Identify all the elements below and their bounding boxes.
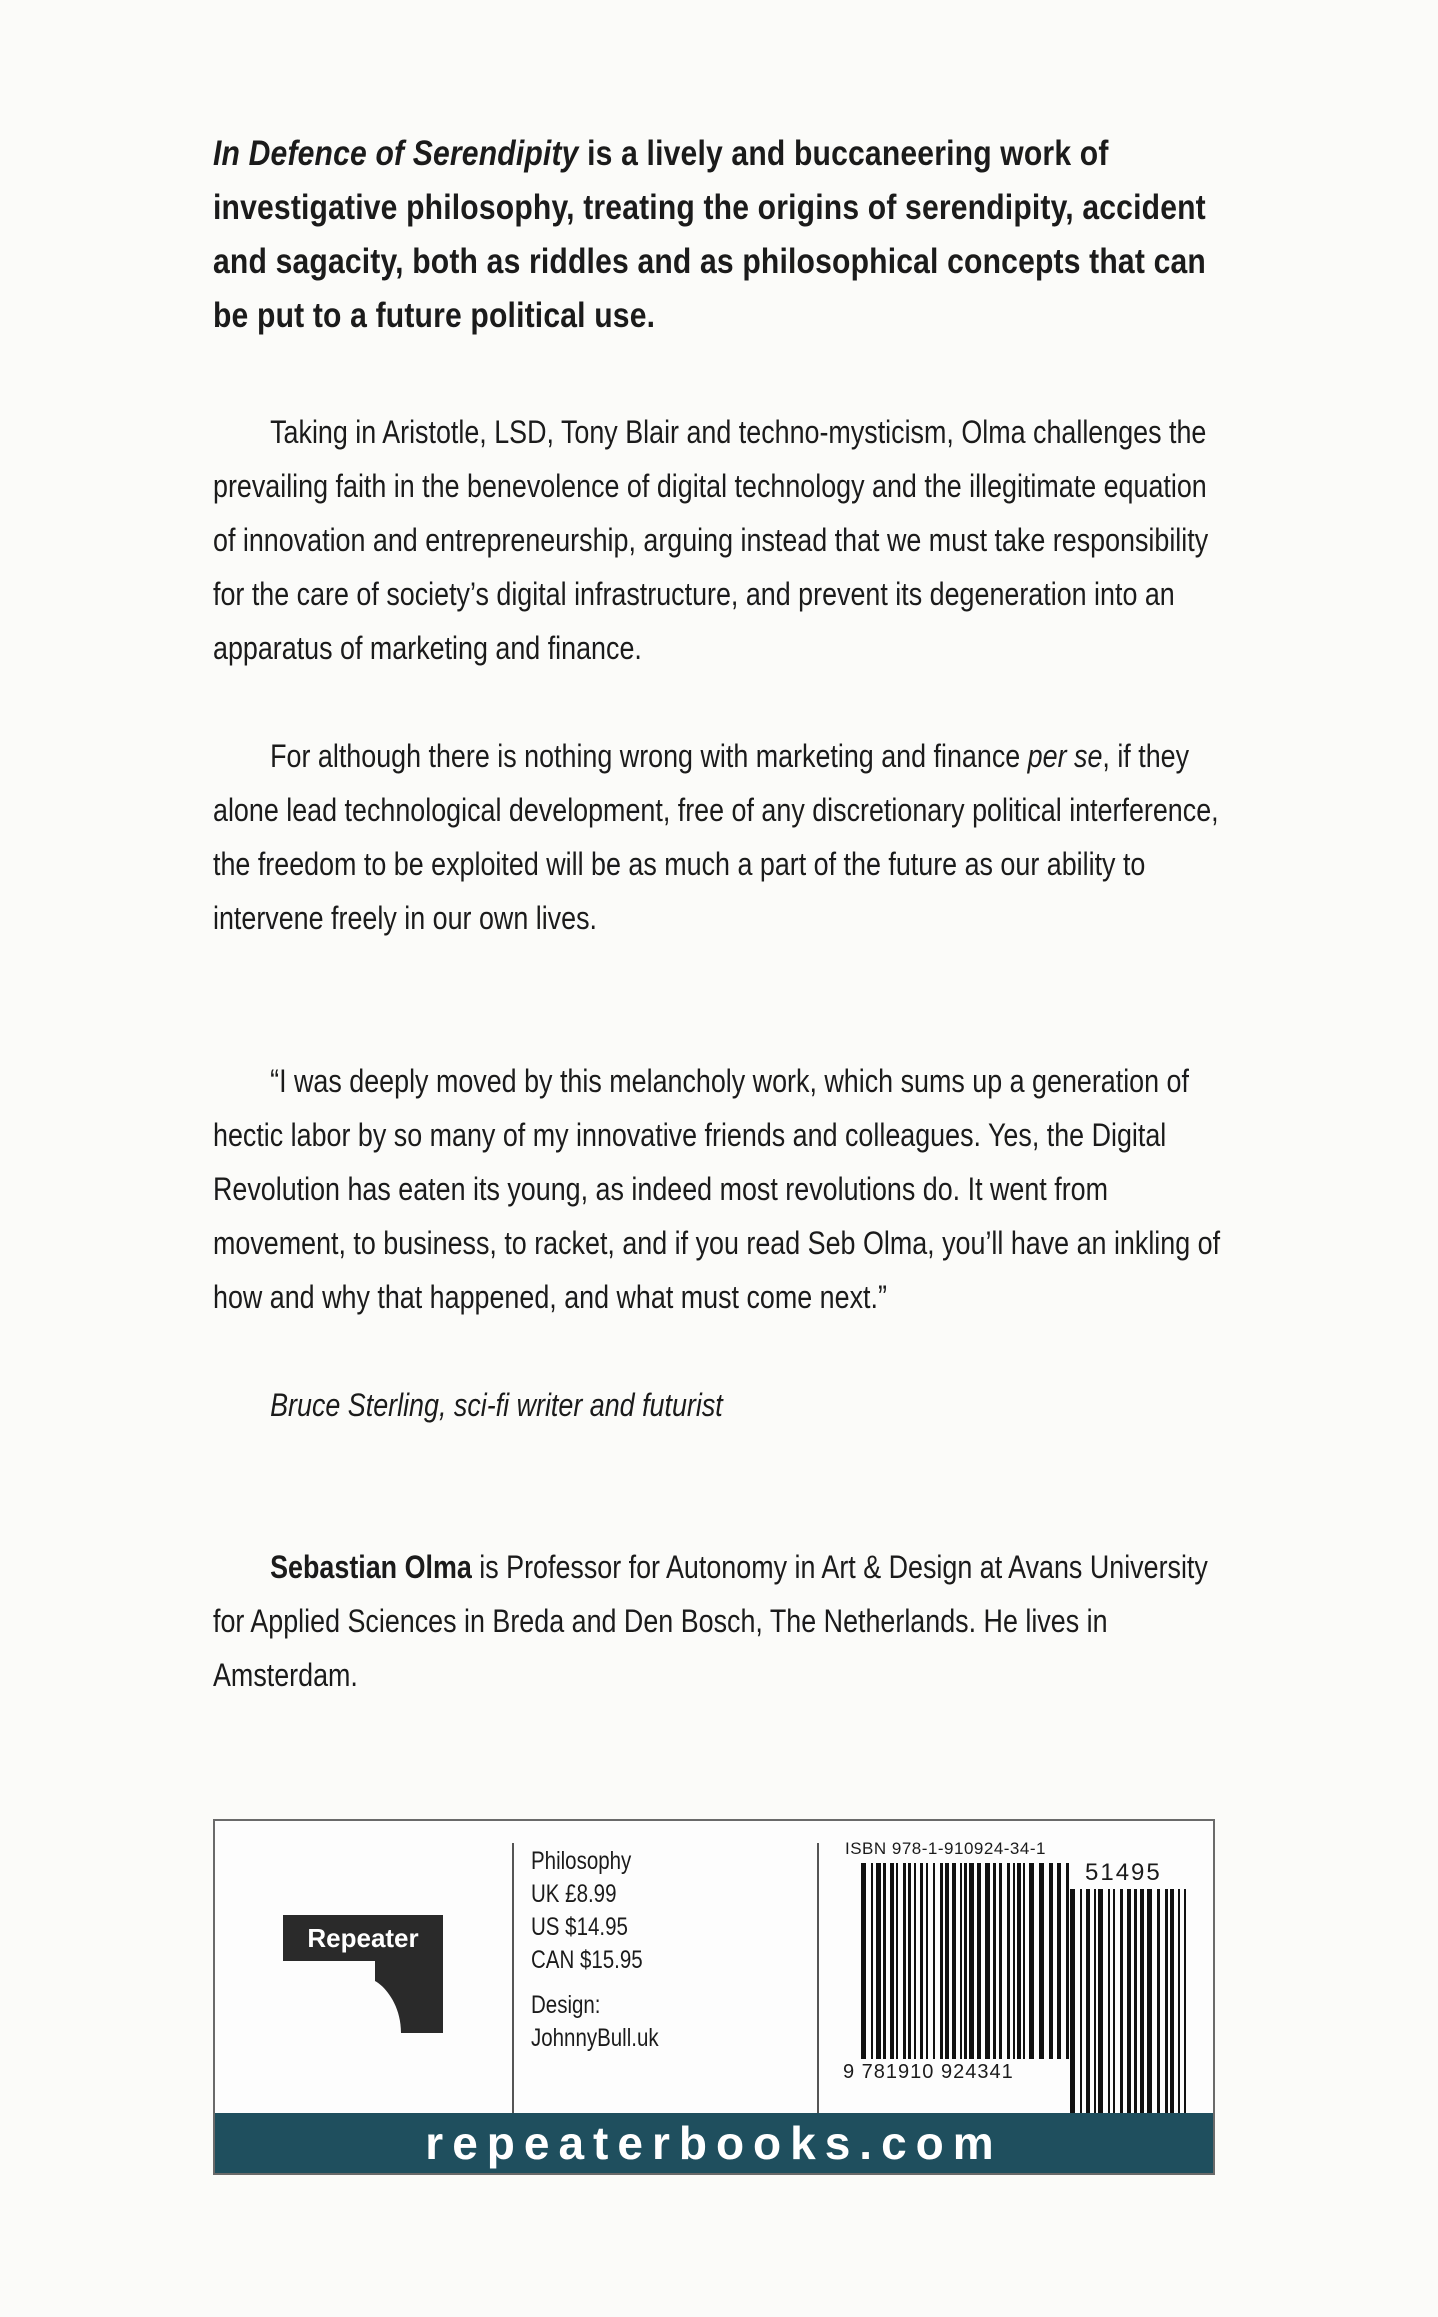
- barcode-bar: [903, 1863, 906, 2059]
- barcode: [861, 1863, 1071, 2059]
- category: Philosophy: [531, 1847, 632, 1875]
- lead-paragraph: [213, 127, 1245, 343]
- barcode-bar: [861, 1863, 866, 2059]
- barcode-bar: [1023, 1863, 1025, 2059]
- barcode-bar: [1070, 1889, 1075, 2121]
- barcode-bar: [1066, 1863, 1069, 2059]
- design-label: Design:: [531, 1991, 601, 2019]
- divider-left: [512, 1843, 514, 2113]
- price-barcode: [1070, 1889, 1186, 2121]
- barcode-bar: [1049, 1863, 1053, 2059]
- barcode-bar: [1017, 1863, 1021, 2059]
- blurb-paragraph-1: Taking in Aristotle, LSD, Tony Blair and techno-mysticism, Olma challenges the prevailing faith in the benevolence of digital technology and the illegitimate equation of innovation and entrepreneurship, arguing instead that we must take responsibility for the care of society’s digital infrastructure, and prevent its degeneration into an apparatus of marketing and finance.: [213, 414, 1209, 666]
- book-title: In Defence of Serendipity: [213, 134, 579, 173]
- logo-wordmark: Repeater: [283, 1915, 443, 1961]
- barcode-bar: [1013, 1863, 1015, 2059]
- barcode-bar: [1080, 1889, 1082, 2121]
- barcode-bar: [1094, 1889, 1096, 2121]
- price-can: CAN $15.95: [531, 1946, 643, 1974]
- divider-right: [817, 1843, 819, 2113]
- barcode-bar: [1108, 1889, 1110, 2121]
- barcode-bar: [908, 1863, 911, 2059]
- barcode-bar: [977, 1863, 981, 2059]
- blurb-paragraph-2: [213, 729, 1229, 945]
- barcode-bar: [993, 1863, 996, 2059]
- barcode-bar: [960, 1863, 962, 2059]
- quote-attribution: Bruce Sterling, sci-fi writer and futurist: [270, 1387, 723, 1423]
- price-us: US $14.95: [531, 1913, 628, 1941]
- barcode-bar: [1165, 1889, 1168, 2121]
- barcode-bar: [1007, 1863, 1010, 2059]
- barcode-bar: [985, 1863, 990, 2059]
- endorsement-quote: “I was deeply moved by this melancholy work, which sums up a generation of hectic labor by so many of my innovative friends and colleagues. Yes, the Digital Revolution has eaten its young, as indeed most revolutions do. It went from movement, to business, to racket, and if you read Seb Olma, you’ll have an inkling of how and why that happened, and what must come next.”: [213, 1063, 1221, 1315]
- author-name: Sebastian Olma: [270, 1549, 472, 1585]
- publisher-logo: [283, 1915, 447, 2035]
- barcode-bar: [926, 1863, 928, 2059]
- barcode-bar: [883, 1863, 886, 2059]
- author-bio-text: is Professor for Autonomy in Art & Design at Avans University for Applied Sciences in Breda and Den Bosch, The Netherlands. He lives in Amsterdam.: [213, 1549, 1208, 1693]
- logo-hook-icon: [283, 1955, 447, 2033]
- barcode-bar: [1039, 1863, 1044, 2059]
- barcode-bar: [940, 1863, 943, 2059]
- barcode-bar: [1134, 1889, 1137, 2121]
- isbn: ISBN 978-1-910924-34-1: [845, 1839, 1046, 1858]
- barcode-bar: [1113, 1889, 1115, 2121]
- price-info: [531, 1845, 777, 2055]
- price-code: 51495: [1085, 1859, 1162, 1886]
- lead-text: is a lively and buccaneering work of investigative philosophy, treating the origins of serendipity, accident and sagacity, both as riddles and as philosophical concepts that can be put to a future political use.: [213, 134, 1206, 335]
- barcode-bar: [876, 1863, 881, 2059]
- barcode-bar: [1184, 1889, 1186, 2121]
- barcode-bar: [1178, 1889, 1180, 2121]
- website-banner[interactable]: repeaterbooks.com: [215, 2113, 1213, 2173]
- barcode-bar: [914, 1863, 916, 2059]
- para2-start: For although there is nothing wrong with marketing and finance: [270, 738, 1028, 774]
- barcode-bar: [1147, 1889, 1152, 2121]
- designer: JohnnyBull.uk: [531, 2024, 659, 2052]
- barcode-bar: [1120, 1889, 1123, 2121]
- barcode-bar: [964, 1863, 967, 2059]
- barcode-bar: [1170, 1889, 1174, 2121]
- barcode-bar: [1098, 1889, 1103, 2121]
- barcode-bar: [896, 1863, 898, 2059]
- barcode-bar: [871, 1863, 873, 2059]
- barcode-bar: [952, 1863, 956, 2059]
- author-bio: [213, 1540, 1229, 1702]
- barcode-bar: [999, 1863, 1002, 2059]
- barcode-bar: [1057, 1863, 1061, 2059]
- barcode-bar: [933, 1863, 935, 2059]
- barcode-bar: [969, 1863, 974, 2059]
- barcode-bar: [1157, 1889, 1160, 2121]
- barcode-bar: [920, 1863, 923, 2059]
- barcode-bar: [1127, 1889, 1131, 2121]
- barcode-bar: [1140, 1889, 1144, 2121]
- para2-rest: , if they alone lead technological development, free of any discretionary political interference, the freedom to be exploited will be as much a part of the future as our ability to intervene freely in our own lives.: [213, 738, 1219, 936]
- barcode-digits: 9 781910 924341: [843, 2061, 1014, 2083]
- para2-italic: per se: [1027, 738, 1103, 774]
- barcode-bar: [945, 1863, 949, 2059]
- barcode-bar: [1086, 1889, 1090, 2121]
- imprint-box: [213, 1819, 1215, 2175]
- barcode-bar: [1029, 1863, 1034, 2059]
- barcode-bar: [890, 1863, 894, 2059]
- price-uk: UK £8.99: [531, 1880, 617, 1908]
